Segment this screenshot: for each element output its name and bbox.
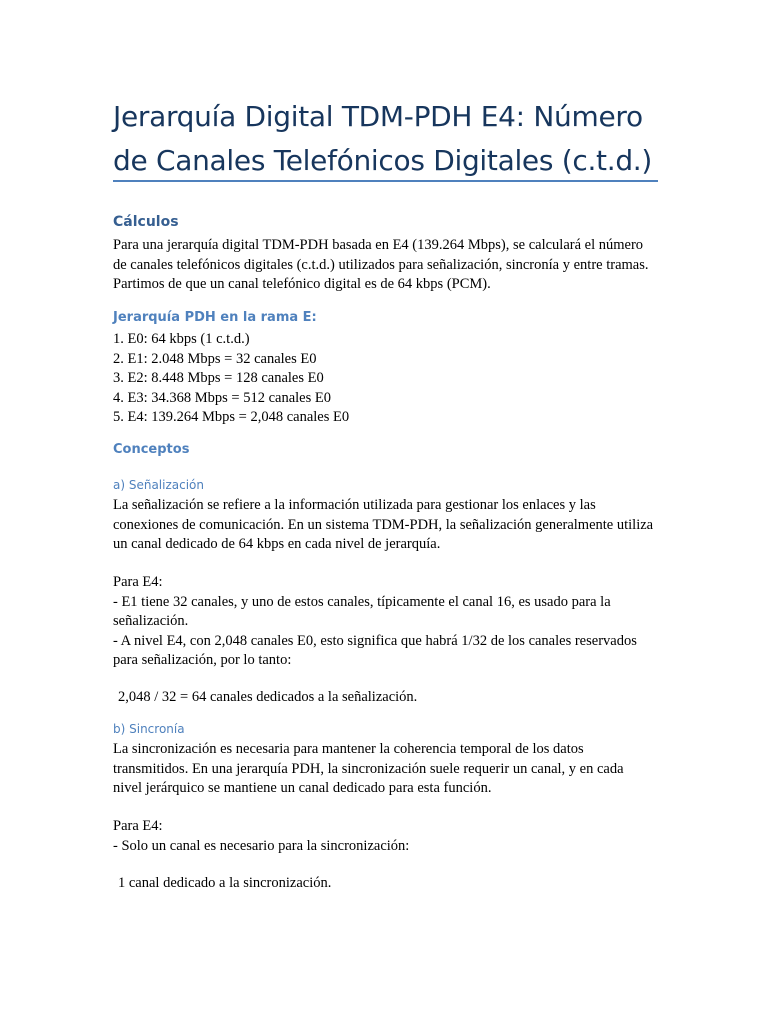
text-line: La señalización se refiere a la información utilizada para gestionar los enlaces y las [113, 497, 596, 513]
text-line: un canal dedicado de 64 kbps en cada nivel de jerarquía. [113, 536, 441, 552]
paragraph-senalizacion-e4 [113, 573, 658, 671]
text-line: Para E4: [113, 574, 163, 590]
list-jerarquia [113, 330, 658, 428]
list-item: 3. E2: 8.448 Mbps = 128 canales E0 [113, 370, 324, 386]
text-line: Para una jerarquía digital TDM-PDH basada en E4 (139.264 Mbps), se calculará el número [113, 237, 644, 253]
heading-sincronia: b) Sincronía [113, 722, 185, 736]
heading-jerarquia: Jerarquía PDH en la rama E: [113, 310, 317, 325]
result-sincronia [113, 874, 663, 894]
list-item: 4. E3: 34.368 Mbps = 512 canales E0 [113, 389, 331, 406]
text-line: transmitidos. En una jerarquía PDH, la sincronización suele requerir un canal, y en cada [113, 760, 624, 777]
text-line: conexiones de comunicación. En un sistema TDM-PDH, la señalización generalmente utiliza [113, 516, 654, 533]
text-line: nivel jerárquico se mantiene un canal dedicado para esta función. [113, 780, 492, 796]
text-line: - A nivel E4, con 2,048 canales E0, esto significa que habrá 1/32 de los canales reservados [113, 632, 637, 649]
heading-senalizacion: a) Señalización [113, 478, 205, 492]
text-line: - Solo un canal es necesario para la sincronización: [113, 837, 410, 854]
text-line: de canales telefónicos digitales (c.t.d.) utilizados para señalización, sincronía y entre tramas. [113, 256, 649, 273]
text-line: 1 canal dedicado a la sincronización. [118, 875, 332, 891]
document-title [113, 95, 658, 183]
list-item: 1. E0: 64 kbps (1 c.t.d.) [113, 331, 250, 347]
paragraph-calculos [113, 236, 658, 295]
title-line: Jerarquía Digital TDM-PDH E4: Número [113, 100, 643, 133]
list-item: 5. E4: 139.264 Mbps = 2,048 canales E0 [113, 409, 350, 425]
paragraph-senalizacion [113, 496, 658, 555]
text-line: señalización. [113, 613, 189, 629]
heading-conceptos: Conceptos [113, 442, 190, 457]
title-divider [113, 180, 658, 182]
paragraph-sincronia-e4 [113, 817, 658, 856]
text-line: 2,048 / 32 = 64 canales dedicados a la señalización. [118, 689, 418, 705]
text-line: - E1 tiene 32 canales, y uno de estos canales, típicamente el canal 16, es usado para la [113, 593, 611, 610]
list-item: 2. E1: 2.048 Mbps = 32 canales E0 [113, 350, 317, 367]
paragraph-sincronia [113, 740, 658, 799]
text-line: para señalización, por lo tanto: [113, 652, 292, 668]
heading-calculos: Cálculos [113, 214, 179, 230]
text-line: Para E4: [113, 818, 163, 834]
text-line: La sincronización es necesaria para mantener la coherencia temporal de los datos [113, 741, 584, 757]
text-line: Partimos de que un canal telefónico digital es de 64 kbps (PCM). [113, 276, 491, 292]
title-line: de Canales Telefónicos Digitales (c.t.d.) [113, 144, 653, 177]
result-senalizacion [113, 688, 663, 708]
